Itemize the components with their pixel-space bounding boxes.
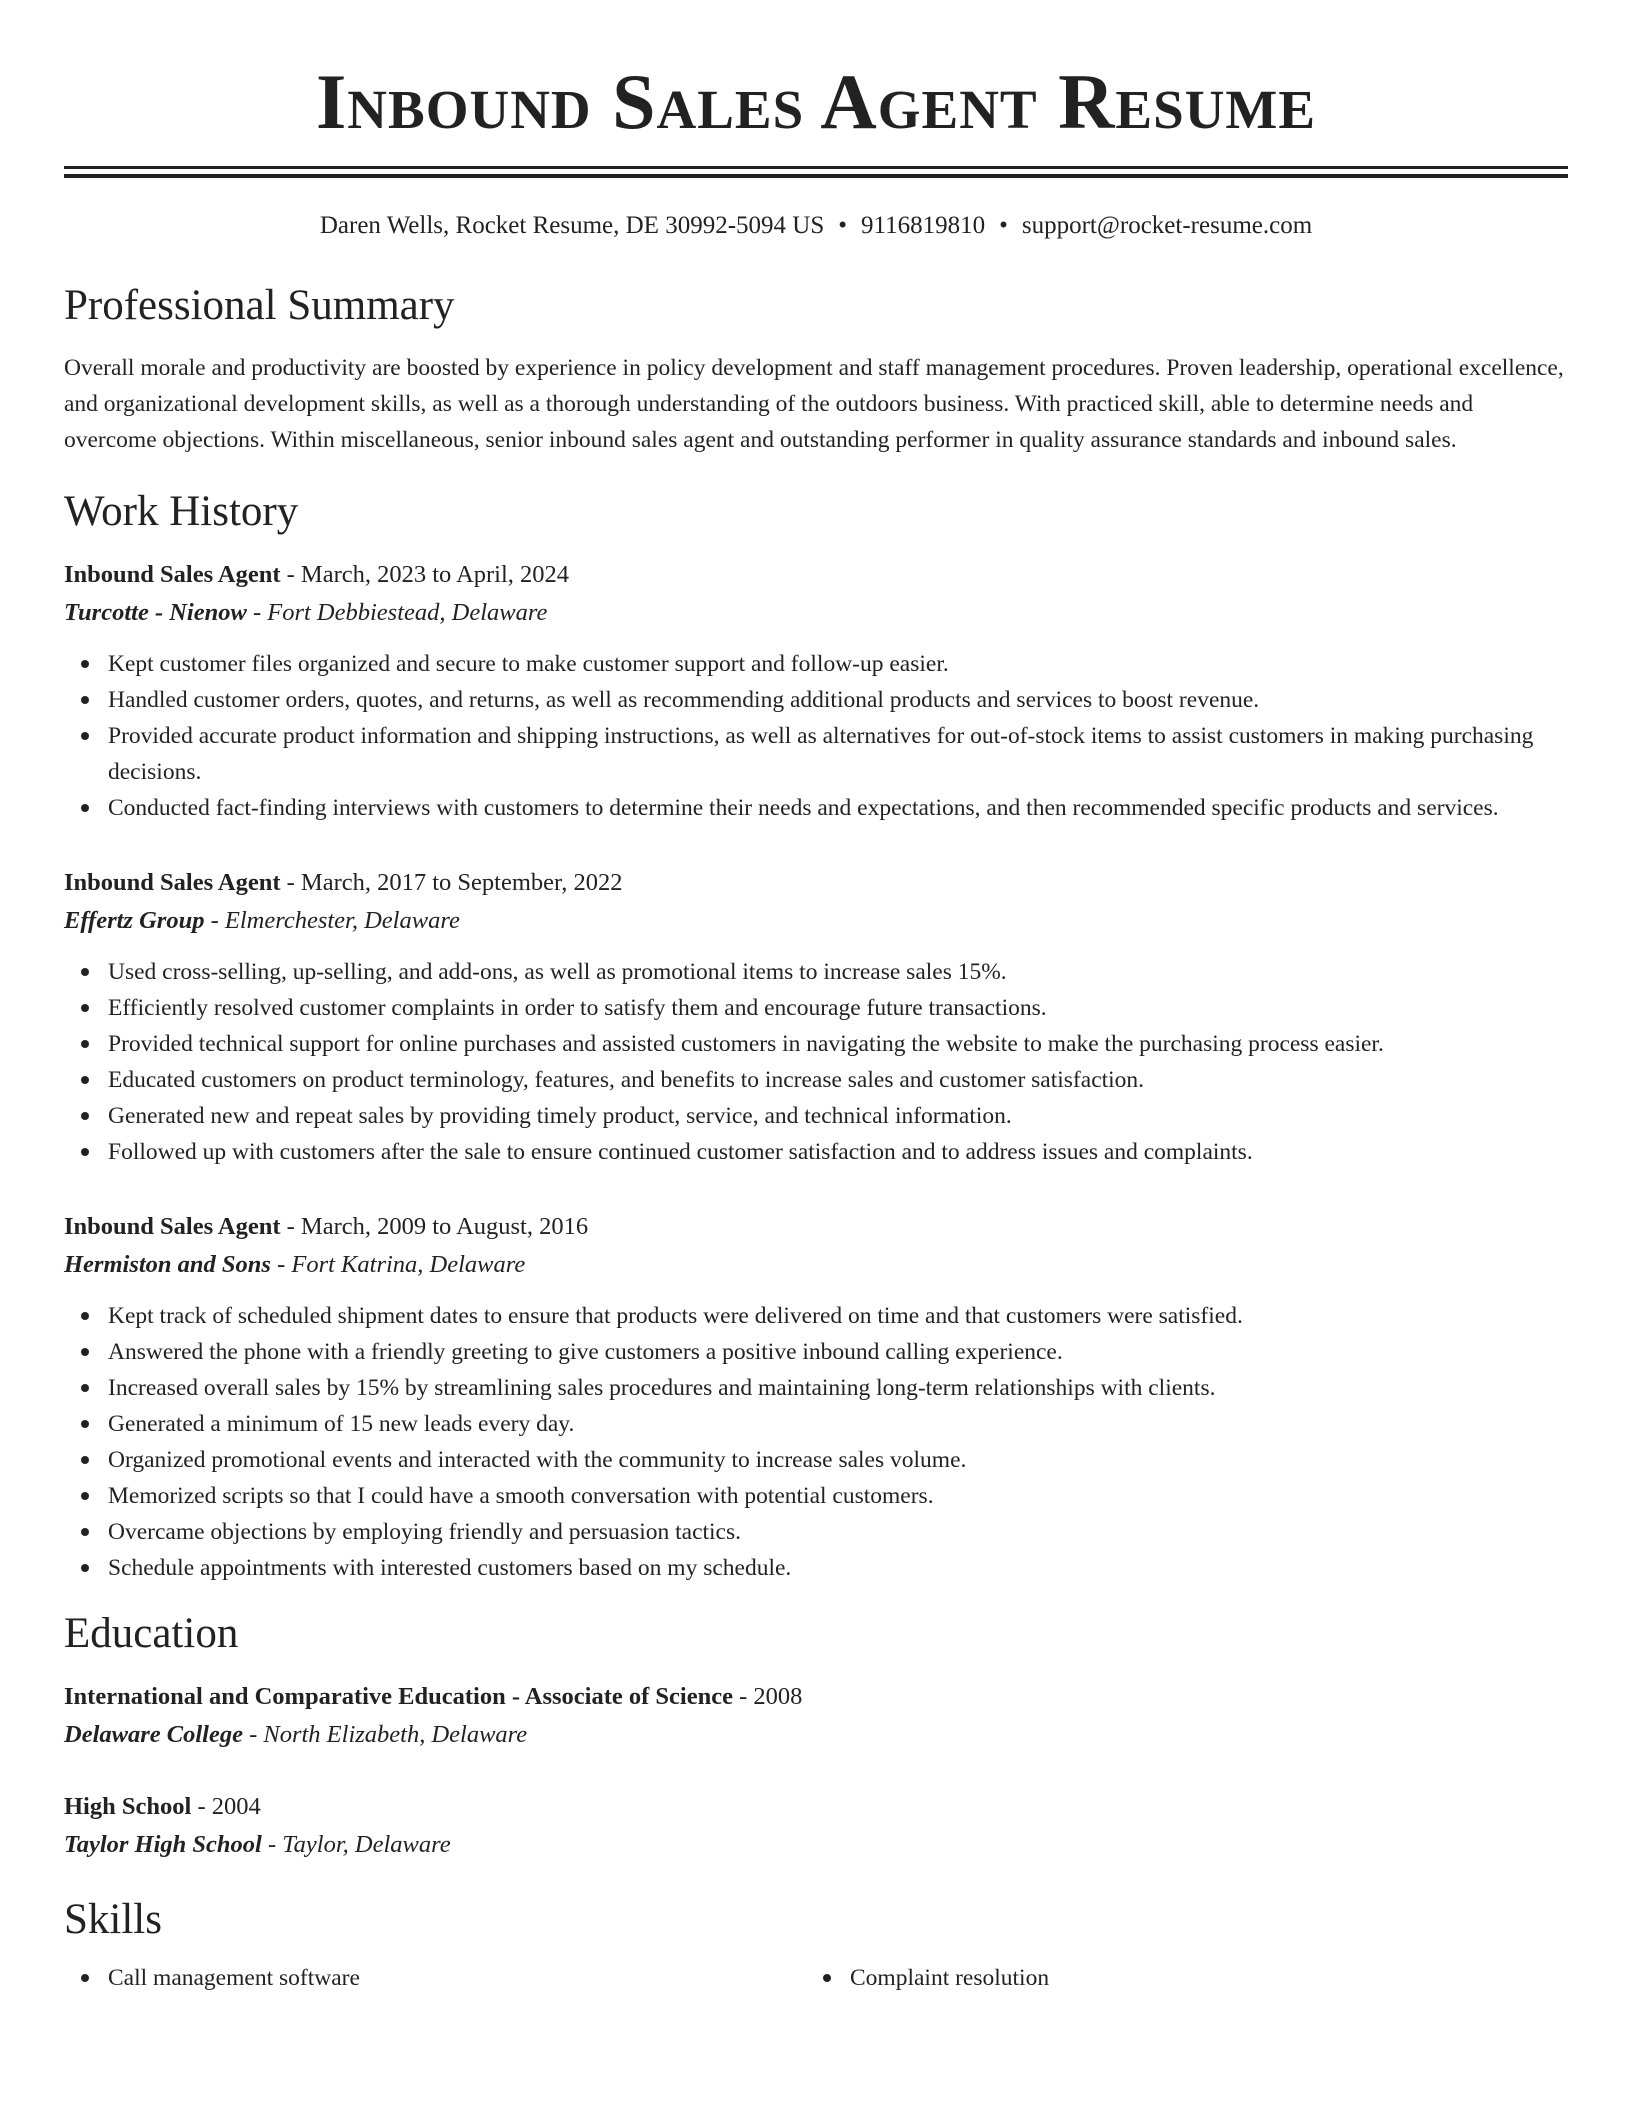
job-location: - Fort Katrina, Delaware	[270, 1251, 526, 1278]
work-history-heading: Work History	[64, 488, 299, 535]
job-location: - Fort Debbiestead, Delaware	[246, 599, 548, 626]
education-degree: International and Comparative Education - Associate of Science	[64, 1683, 733, 1710]
job-entry	[64, 1208, 1568, 1586]
education-entry	[64, 1788, 1568, 1864]
education-heading: Education	[64, 1610, 239, 1657]
job-bullet: Used cross-selling, up-selling, and add-ons, as well as promotional items to increase sales 15%.	[64, 954, 1568, 990]
education-location: - North Elizabeth, Delaware	[242, 1721, 528, 1748]
job-bullet: Kept track of scheduled shipment dates to ensure that products were delivered on time and that customers were satisfied.	[64, 1298, 1568, 1334]
summary-text: Overall morale and productivity are boosted by experience in policy development and staff management procedures. Proven leadership, operational excellence, and organizational development skills, as well as a thorough understanding of the outdoors business. With practiced skill, able to determine needs and overcome objections. Within miscellaneous, senior inbound sales agent and outstanding performer in quality assurance standards and inbound sales.	[64, 355, 1564, 453]
job-bullet-list	[64, 954, 1568, 1170]
contact-separator: •	[999, 212, 1008, 239]
skill-item: Call management software	[64, 1960, 806, 1996]
education-year: - 2008	[732, 1683, 803, 1710]
job-bullet: Handled customer orders, quotes, and returns, as well as recommending additional products and services to boost revenue.	[64, 682, 1568, 718]
job-role: Inbound Sales Agent	[64, 1213, 281, 1240]
resume-title: Inbound Sales Agent Resume	[315, 58, 1317, 145]
job-bullet: Efficiently resolved customer complaints in order to satisfy them and encourage future transactions.	[64, 990, 1568, 1026]
job-bullet: Increased overall sales by 15% by streamlining sales procedures and maintaining long-term relationships with clients.	[64, 1370, 1568, 1406]
job-bullet: Provided technical support for online purchases and assisted customers in navigating the website to make the purchasing process easier.	[64, 1026, 1568, 1062]
job-bullet-list	[64, 1298, 1568, 1586]
job-dates: - March, 2023 to April, 2024	[280, 561, 570, 588]
skills-heading: Skills	[64, 1896, 162, 1943]
job-employer	[64, 902, 1568, 940]
contact-line	[64, 210, 1568, 242]
job-bullet: Generated a minimum of 15 new leads every day.	[64, 1406, 1568, 1442]
job-bullet: Overcame objections by employing friendly and persuasion tactics.	[64, 1514, 1568, 1550]
job-company: Turcotte - Nienow	[64, 599, 247, 626]
education-location: - Taylor, Delaware	[261, 1831, 451, 1858]
job-bullet: Organized promotional events and interacted with the community to increase sales volume.	[64, 1442, 1568, 1478]
skills-list	[64, 1960, 1568, 1996]
job-entry	[64, 864, 1568, 1170]
job-bullet: Memorized scripts so that I could have a smooth conversation with potential customers.	[64, 1478, 1568, 1514]
job-role: Inbound Sales Agent	[64, 869, 281, 896]
job-header	[64, 556, 1568, 594]
job-dates: - March, 2009 to August, 2016	[280, 1213, 589, 1240]
job-bullet: Schedule appointments with interested customers based on my schedule.	[64, 1550, 1568, 1586]
education-school-line	[64, 1826, 1568, 1864]
job-role: Inbound Sales Agent	[64, 561, 281, 588]
job-bullet: Answered the phone with a friendly greeting to give customers a positive inbound calling experience.	[64, 1334, 1568, 1370]
skill-item: Complaint resolution	[806, 1960, 1548, 1996]
education-header	[64, 1678, 1568, 1716]
job-entry	[64, 556, 1568, 826]
job-bullet: Generated new and repeat sales by providing timely product, service, and technical information.	[64, 1098, 1568, 1134]
job-bullet: Educated customers on product terminology, features, and benefits to increase sales and customer satisfaction.	[64, 1062, 1568, 1098]
job-bullet: Followed up with customers after the sale to ensure continued customer satisfaction and to address issues and complaints.	[64, 1134, 1568, 1170]
job-company: Hermiston and Sons	[64, 1251, 271, 1278]
summary-heading: Professional Summary	[64, 282, 455, 329]
job-dates: - March, 2017 to September, 2022	[280, 869, 623, 896]
education-degree: High School	[64, 1793, 192, 1820]
education-school: Taylor High School	[64, 1831, 262, 1858]
job-bullet: Conducted fact-finding interviews with customers to determine their needs and expectations, and then recommended specific products and services.	[64, 790, 1568, 826]
contact-email: support@rocket-resume.com	[1021, 212, 1313, 239]
job-employer	[64, 594, 1568, 632]
education-header	[64, 1788, 1568, 1826]
job-bullet-list	[64, 646, 1568, 826]
contact-address: Daren Wells, Rocket Resume, DE 30992-5094 US	[319, 212, 825, 239]
job-header	[64, 1208, 1568, 1246]
education-school: Delaware College	[64, 1721, 243, 1748]
job-header	[64, 864, 1568, 902]
education-entry	[64, 1678, 1568, 1754]
job-bullet: Provided accurate product information and shipping instructions, as well as alternatives for out-of-stock items to assist customers in making purchasing decisions.	[64, 718, 1568, 790]
job-employer	[64, 1246, 1568, 1284]
education-school-line	[64, 1716, 1568, 1754]
contact-phone: 9116819810	[861, 212, 986, 239]
job-company: Effertz Group	[64, 907, 205, 934]
job-bullet: Kept customer files organized and secure to make customer support and follow-up easier.	[64, 646, 1568, 682]
title-double-rule	[64, 166, 1568, 178]
job-location: - Elmerchester, Delaware	[204, 907, 460, 934]
contact-separator: •	[838, 212, 848, 239]
education-year: - 2004	[191, 1793, 261, 1820]
